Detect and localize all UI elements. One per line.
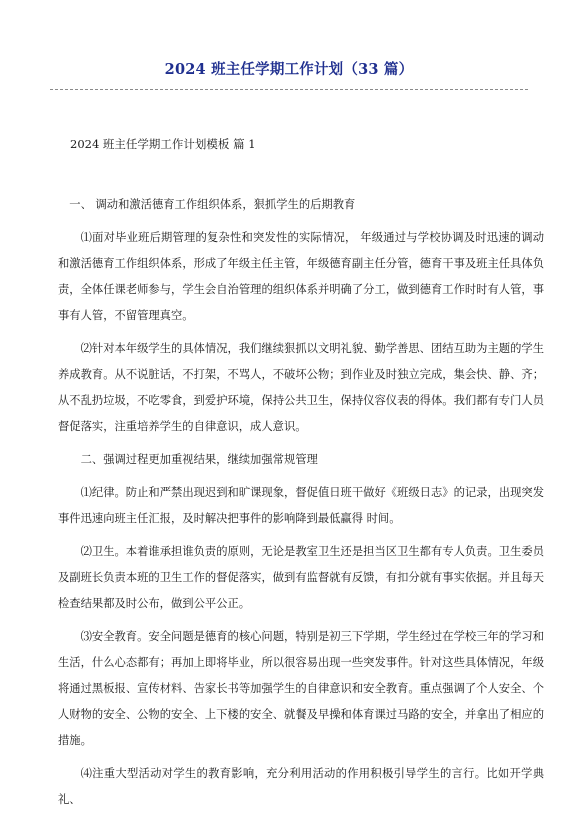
section-subtitle: 2024 班主任学期工作计划模板 篇 1: [70, 137, 256, 151]
paragraph: ⑶安全教育。安全问题是德育的核心问题，特别是初三下学期，学生经过在学校三年的学习和生活，什么心态都有；再加上即将毕业，所以很容易出现一些突发事件。针对这些具体情况，年级将通过黑板报、宣传材料、告家长书等加强学生的自律意识和安全教育。重点强调了个人安全、个人财物的安全、公物的安全、上下楼的安全、就餐及早操和体育课过马路的安全，并拿出了相应的措施。: [58, 630, 544, 747]
document-title: 2024 班主任学期工作计划（33 篇）: [164, 61, 414, 78]
paragraph: ⑷注重大型活动对学生的教育影响，充分利用活动的作用积极引导学生的言行。比如开学典礼、: [58, 767, 544, 806]
paragraph: ⑵针对本年级学生的具体情况，我们继续狠抓以文明礼貌、勤学善思、团结互助为主题的学生养成教育。从不说脏话，不打架，不骂人，不破坏公物；到作业及时独立完成，集会快、静、齐；从不乱扔垃圾，不吃零食，到爱护环境，保持公共卫生，保持仪容仪表的得体。我们都有专门人员督促落实，注重培养学生的自律意识，成人意识。: [58, 342, 544, 433]
paragraph: ⑴面对毕业班后期管理的复杂性和突发性的实际情况， 年级通过与学校协调及时迅速的调动和激活德育工作组织体系，形成了年级主任主管，年级德育副主任分管，德育干事及班主任具体负责，全体任课老师参与，学生会自治管理的组织体系并明确了分工，做到德育工作时时有人管，事事有人管，不留管理真空。: [58, 231, 544, 322]
document-body: [58, 192, 544, 820]
section-heading-1: 一、 调动和激活德育工作组织体系，狠抓学生的后期教育: [69, 198, 356, 211]
title-divider: [50, 89, 528, 90]
paragraph: ⑵卫生。本着谁承担谁负责的原则，无论是教室卫生还是担当区卫生都有专人负责。卫生委员及副班长负责本班的卫生工作的督促落实，做到有监督就有反馈，有扣分就有事实依据。并且每天检查结果都及时公布，做到公平公正。: [58, 545, 544, 610]
section-heading-2: 二、强调过程更加重视结果，继续加强常规管理: [80, 453, 318, 466]
paragraph: ⑴纪律。防止和严禁出现迟到和旷课现象，督促值日班干做好《班级日志》的记录，出现突发事件迅速向班主任汇报，及时解决把事件的影响降到最低赢得 时间。: [58, 486, 544, 525]
